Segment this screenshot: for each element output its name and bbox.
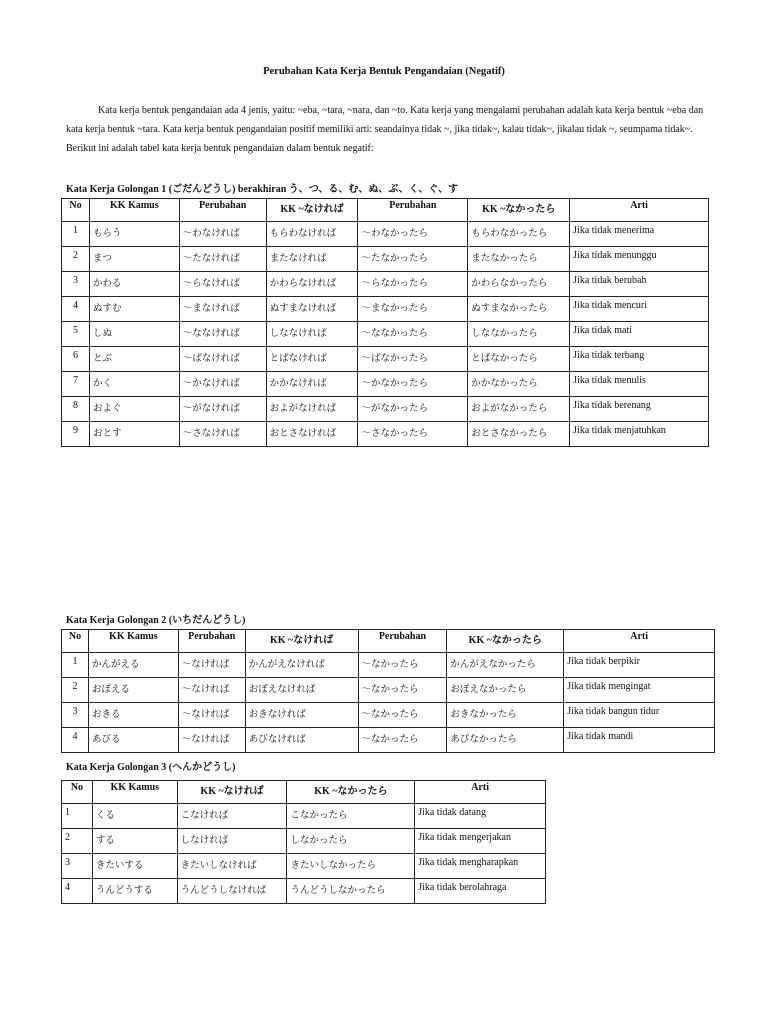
table-cell: あびなかったら	[447, 728, 564, 753]
table-cell: おきなかったら	[447, 703, 564, 728]
table-cell: ぬすまなければ	[266, 297, 358, 322]
table-header-row	[62, 781, 546, 804]
table-cell: かわる	[89, 272, 179, 297]
table-cell: ～がなければ	[179, 397, 266, 422]
table-cell: しななかったら	[468, 322, 570, 347]
table-cell: 2	[62, 678, 89, 703]
table-row	[62, 703, 715, 728]
table-cell: かわらなければ	[266, 272, 358, 297]
table-cell: ～まなかったら	[358, 297, 468, 322]
table-cell: しなければ	[177, 829, 287, 854]
table-cell: およがなかったら	[468, 397, 570, 422]
table-cell: 4	[62, 728, 89, 753]
table-cell: Jika tidak menunggu	[570, 247, 709, 272]
table-cell: しぬ	[89, 322, 179, 347]
table-cell: かんがえなければ	[245, 653, 358, 678]
table-cell: ～なければ	[178, 653, 245, 678]
table-cell: ～なかったら	[358, 728, 447, 753]
table-row	[62, 372, 709, 397]
table-cell: おとさなかったら	[468, 422, 570, 447]
table-cell: ～なかったら	[358, 653, 447, 678]
table-cell: 7	[62, 372, 90, 397]
group1-title: Kata Kerja Golongan 1 (ごだんどうし) berakhiran う、つ、る、む、ぬ、ぶ、く、ぐ、す	[66, 184, 459, 195]
table-row	[62, 222, 709, 247]
table-cell: ～ばなかったら	[358, 347, 468, 372]
table-cell: Jika tidak mengerjakan	[415, 829, 546, 854]
table-cell: かんがえる	[88, 653, 178, 678]
table-cell: ～かなければ	[179, 372, 266, 397]
table-cell: およがなければ	[266, 397, 358, 422]
table-cell: ～なかったら	[358, 678, 447, 703]
table-cell: かわらなかったら	[468, 272, 570, 297]
table-cell: ～なければ	[178, 678, 245, 703]
column-header: KK ~なければ	[266, 199, 358, 222]
table-cell: ～ばなければ	[179, 347, 266, 372]
table-cell: Jika tidak terbang	[570, 347, 709, 372]
table-cell: とぶ	[89, 347, 179, 372]
column-header: No	[62, 781, 93, 804]
column-header: Perubahan	[178, 630, 245, 653]
table-cell: くる	[92, 804, 177, 829]
table-cell: うんどうしなかったら	[287, 879, 415, 904]
table-cell: Jika tidak menjatuhkan	[570, 422, 709, 447]
table-cell: あびる	[88, 728, 178, 753]
table-row	[62, 272, 709, 297]
table-row	[62, 297, 709, 322]
table-cell: ～たなかったら	[358, 247, 468, 272]
table-cell: かかなければ	[266, 372, 358, 397]
column-header: KK ~なかったら	[468, 199, 570, 222]
table-cell: Jika tidak berubah	[570, 272, 709, 297]
table-cell: もらわなかったら	[468, 222, 570, 247]
table-cell: ぬすまなかったら	[468, 297, 570, 322]
table-cell: Jika tidak menulis	[570, 372, 709, 397]
table-cell: ～さなければ	[179, 422, 266, 447]
column-header: KK ~なければ	[177, 781, 287, 804]
table-cell: 1	[62, 222, 90, 247]
table-cell: とばなかったら	[468, 347, 570, 372]
column-header: KK Kamus	[92, 781, 177, 804]
group3-table	[61, 780, 546, 904]
table-cell: おぼえなかったら	[447, 678, 564, 703]
table-cell: 4	[62, 297, 90, 322]
table-cell: ～なければ	[178, 703, 245, 728]
table-cell: ～さなかったら	[358, 422, 468, 447]
column-header: KK ~なかったら	[287, 781, 415, 804]
table-cell: 4	[62, 879, 93, 904]
table-cell: Jika tidak datang	[415, 804, 546, 829]
table-cell: ～わなかったら	[358, 222, 468, 247]
table-cell: かんがえなかったら	[447, 653, 564, 678]
table-cell: 3	[62, 854, 93, 879]
table-cell: こなかったら	[287, 804, 415, 829]
table-cell: およぐ	[89, 397, 179, 422]
table-cell: 9	[62, 422, 90, 447]
table-cell: ～らなかったら	[358, 272, 468, 297]
table-cell: しなかったら	[287, 829, 415, 854]
table-cell: ～かなかったら	[358, 372, 468, 397]
column-header: No	[62, 630, 89, 653]
table-header-row	[62, 630, 715, 653]
table-cell: おとす	[89, 422, 179, 447]
table-cell: こなければ	[177, 804, 287, 829]
table-row	[62, 879, 546, 904]
table-cell: きたいする	[92, 854, 177, 879]
table-cell: 1	[62, 653, 89, 678]
table-cell: ～ななかったら	[358, 322, 468, 347]
table-cell: 2	[62, 829, 93, 854]
column-header: Arti	[415, 781, 546, 804]
table-cell: うんどうしなければ	[177, 879, 287, 904]
table-cell: Jika tidak mati	[570, 322, 709, 347]
table-cell: Jika tidak menerima	[570, 222, 709, 247]
table-cell: ～がなかったら	[358, 397, 468, 422]
table-cell: する	[92, 829, 177, 854]
table-cell: うんどうする	[92, 879, 177, 904]
table-cell: おきる	[88, 703, 178, 728]
table-cell: あびなければ	[245, 728, 358, 753]
table-cell: まつ	[89, 247, 179, 272]
table-cell: ～らなければ	[179, 272, 266, 297]
table-cell: ぬすむ	[89, 297, 179, 322]
table-row	[62, 829, 546, 854]
table-cell: 5	[62, 322, 90, 347]
table-row	[62, 397, 709, 422]
table-cell: 3	[62, 272, 90, 297]
table-cell: もらわなければ	[266, 222, 358, 247]
table-cell: ～わなければ	[179, 222, 266, 247]
table-cell: おぼえる	[88, 678, 178, 703]
column-header: KK ~なかったら	[447, 630, 564, 653]
column-header: Perubahan	[358, 630, 447, 653]
table-cell: Jika tidak berpikir	[564, 653, 715, 678]
column-header: No	[62, 199, 90, 222]
table-cell: とばなければ	[266, 347, 358, 372]
table-cell: ～たなければ	[179, 247, 266, 272]
column-header: KK Kamus	[89, 199, 179, 222]
table-cell: Jika tidak bangun tidur	[564, 703, 715, 728]
table-header-row	[62, 199, 709, 222]
table-row	[62, 653, 715, 678]
intro-paragraph	[66, 101, 710, 158]
table-cell: 2	[62, 247, 90, 272]
table-cell: またなかったら	[468, 247, 570, 272]
table-cell: ～なければ	[178, 728, 245, 753]
group3-title: Kata Kerja Golongan 3 (へんかどうし)	[66, 762, 236, 773]
table-row	[62, 804, 546, 829]
table-cell: 6	[62, 347, 90, 372]
table-row	[62, 678, 715, 703]
group2-table	[61, 629, 715, 753]
table-row	[62, 422, 709, 447]
table-cell: Jika tidak mencuri	[570, 297, 709, 322]
group2-title: Kata Kerja Golongan 2 (いちだんどうし)	[66, 615, 246, 626]
intro-text: Kata kerja bentuk pengandaian ada 4 jenis, yaitu: ~eba, ~tara, ~nara, dan ~to. Kata kerja yang mengalami perubahan adalah kata kerja bentuk ~eba dan kata kerja bentuk ~tara. Kata kerja bentuk pengandaian positif memiliki arti: seandainya tidak ~, jika tidak~, kalau tidak~, jikalau tidak ~, seumpama tidak~. Berikut ini adalah tabel kata kerja bentuk pengandaian dalam bentuk negatif:	[66, 105, 704, 154]
column-header: Perubahan	[179, 199, 266, 222]
table-cell: ～まなければ	[179, 297, 266, 322]
column-header: Arti	[570, 199, 709, 222]
table-cell: Jika tidak mengharapkan	[415, 854, 546, 879]
table-cell: Jika tidak berenang	[570, 397, 709, 422]
table-cell: ～なかったら	[358, 703, 447, 728]
column-header: KK Kamus	[88, 630, 178, 653]
table-cell: またなければ	[266, 247, 358, 272]
table-row	[62, 322, 709, 347]
column-header: KK ~なければ	[245, 630, 358, 653]
table-row	[62, 347, 709, 372]
table-cell: かく	[89, 372, 179, 397]
page-title: Perubahan Kata Kerja Bentuk Pengandaian (Negatif)	[263, 66, 505, 77]
column-header: Arti	[564, 630, 715, 653]
column-header: Perubahan	[358, 199, 468, 222]
table-row	[62, 854, 546, 879]
table-cell: Jika tidak berolahraga	[415, 879, 546, 904]
table-cell: Jika tidak mengingat	[564, 678, 715, 703]
table-cell: Jika tidak mandi	[564, 728, 715, 753]
table-cell: きたいしなければ	[177, 854, 287, 879]
table-cell: しななければ	[266, 322, 358, 347]
table-cell: もらう	[89, 222, 179, 247]
table-cell: きたいしなかったら	[287, 854, 415, 879]
table-row	[62, 728, 715, 753]
table-cell: 3	[62, 703, 89, 728]
table-cell: 8	[62, 397, 90, 422]
table-cell: ～ななければ	[179, 322, 266, 347]
table-cell: かかなかったら	[468, 372, 570, 397]
table-row	[62, 247, 709, 272]
table-cell: おぼえなければ	[245, 678, 358, 703]
group1-table	[61, 198, 709, 447]
table-cell: 1	[62, 804, 93, 829]
table-cell: おとさなければ	[266, 422, 358, 447]
table-cell: おきなければ	[245, 703, 358, 728]
